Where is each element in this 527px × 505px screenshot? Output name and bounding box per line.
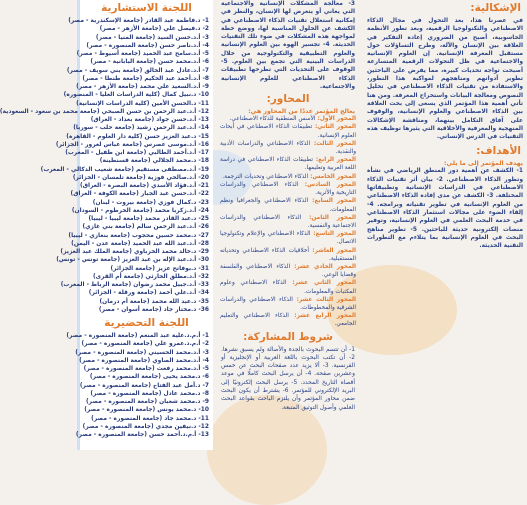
member-item: 13- أ.م.د.أحمد حسن (جامعة المنصورة - مصر) <box>75 432 209 438</box>
axis-text: أخلاقيات الذكاء الاصطناعي وتحدياته المستقبلية. <box>220 247 356 262</box>
axis-text: الذكاء الاصطناعي والدراسات الأدبية والنقدية. <box>220 140 356 156</box>
member-item: 33- أ.د.جبيل محمد رضوان (جامعة الرباط - المغرب) <box>60 282 209 288</box>
member-item: 1- د.فاطمة عبد القادر (جامعة الإسكندرية - مصر) <box>68 18 209 24</box>
member-item: 6- د.محمد يحيى (جامعة المنصورة - مصر) <box>89 374 209 381</box>
member-item: 19- أ.د.مصطفى مستقيم (جامعة شعيب الدكالي - المغرب) <box>40 166 209 173</box>
member-item: 4- أ.د.ناصر حسن (جامعة المنصورة - مصر) <box>86 42 209 49</box>
axis-text: الذكاء الاصطناعي وتحديات الترجمة. <box>222 173 309 180</box>
axis-text: تطبيقات الذكاء الاصطناعي في دراسة اللغة العربية وتعليمها. <box>220 157 356 172</box>
member-item: 8- د.محمد عادل (جامعة المنصورة - مصر) <box>90 390 209 397</box>
axis-item <box>220 263 356 279</box>
member-item: 29- د.خالد محمد الخرباوي (جامعة الملك عبد العزيز) <box>60 249 209 255</box>
member-item: 9- أ.د.السعيد علي محمد (جامعة الأزهر - مصر) <box>76 84 209 90</box>
problem-goals-column <box>363 0 527 450</box>
member-item: 23- د.كمال فوزي (جامعة بيروت - لبنان) <box>92 199 209 206</box>
axis-label: المحور الحادي عشر: <box>290 263 356 270</box>
axis-label: المحور الرابع: <box>313 157 356 164</box>
member-item: 31- د.بوفاتح عزيز (جامعة الجزائر) <box>110 265 209 272</box>
axis-label: المحور الثاني: <box>312 124 356 131</box>
axis-text: الذكاء الاصطناعي والجغرافيا ونظم المعلومات. <box>220 198 356 213</box>
axis-text: الذكاء الاصطناعي والدراسات الاجتماعية والنفسية. <box>220 214 356 229</box>
member-item: 2- أ.م.د.عمرو علي (جامعة المنصورة - مصر) <box>81 341 209 348</box>
axis-text: الذكاء الاصطناعي والإعلام وتكنولوجيا الاتصال. <box>220 231 356 246</box>
member-item: 20- أ.د.صالحي فوزية (جامعة تلمسان - الجزائر) <box>72 174 209 181</box>
member-item: 21- أ.د.فؤاد الأسدي (جامعة البصرة - العراق) <box>80 183 209 189</box>
member-item: 12- د.نيفين مجدي (جامعة المنصورة - مصر) <box>82 423 209 430</box>
axis-item <box>220 247 356 263</box>
advisory-list <box>0 17 213 314</box>
conditions-heading: شروط المشاركة: <box>243 330 333 343</box>
member-item: 4- أ.د.محمد الصاوي (جامعة المنصورة - مصر) <box>79 357 209 364</box>
axis-label: المحور السابع: <box>308 198 356 205</box>
axis-label: المحور الثاني عشر: <box>286 280 356 287</box>
member-item: 3- أ.د.محمد الحسيني (جامعة المنصورة - مصر) <box>75 349 209 356</box>
member-item: 27- د.محمد حسين محجوب (جامعة بنغازي - ليبيا) <box>68 232 209 239</box>
intro-text: 3- معالجة المشكلات الإنسانية والاجتماعية التي يعاني أو يتعرض لها الإنسان، والنظر في إمكانية استغلال تقنيات الذكاء الاصطناعي في الكشف عن الحلول المناسبة لها، ووضع خطة لمواجهة هذه المشكلات في ضوء تلك التقنيات الحديثة. 4- تجسير الهوة بين العلوم الإنسانية والعلوم التطبيقية والتكنولوجية من خلال الدراسات البينية التي تجمع بين العلوم. 5- الوقوف على التحديات التي تطرحها تطبيقات الذكاء الاصطناعي للعلوم الإنسانية والاجتماعية. <box>221 1 355 90</box>
member-item: 11- د.محمد جاد (جامعة المنصورة - مصر) <box>91 415 209 422</box>
member-item: 26- أ.د.عبد الرحمن سالم (جامعة بني غازي) <box>82 224 209 231</box>
member-item: 18- د.محمد الجلالي (جامعة قسنطينة) <box>99 158 209 165</box>
member-item: 17- أ.د.أحمد الطالبي (جامعة ابن طفيل - المغرب) <box>65 150 209 156</box>
member-item: 24- أ.د.زكريا محمد (جامعة الخرطوم - السودان) <box>71 207 209 214</box>
axis-label: المحور العاشر: <box>309 247 356 254</box>
axis-text: الذكاء الاصطناعي والفلسفة وقضايا الوعي. <box>220 263 356 279</box>
axes-heading: المحاور: <box>266 93 310 106</box>
axes-list <box>217 115 359 328</box>
axis-item <box>220 197 356 213</box>
member-item: 30- أ.د.عبد الإله بن عبد العزيز (جامعة تونس - تونس) <box>56 257 209 264</box>
axis-text: الذكاء الاصطناعي والدراسات الشرقية والمخطوطات. <box>220 296 356 311</box>
axis-text: الذكاء الاصطناعي وعلوم المكتبات والمعلومات. <box>220 280 356 295</box>
problem-text: في عصرنا هذا، بعد التحول في مجال الذكاء الاصطناعي والتكنولوجيا الرقمية، وبعد تطور الأنظمة الحاسوبية، أصبح من الضروري إعادة التفكير في العلاقة بين الإنسان والآلة، وطرح التساؤلات حول مستقبل المعرفة الإنسانية. إن العلوم الإنسانية والاجتماعية في ظل التحولات الرقمية المتسارعة أصبحت تواجه تحديات كبيرة، مما يفرض على الباحثين تطوير أدواتهم ومناهجهم لمواكبة هذا التطور، والاستفادة من تقنيات الذكاء الاصطناعي في تحليل النصوص ومعالجة البيانات واستخراج المعرفة. ومن هنا تأتي أهمية هذا المؤتمر الذي يسعى إلى بحث العلاقة بين الذكاء الاصطناعي والعلوم الإنسانية، والوقوف على آفاق التكامل بينهما، ومناقشة الإشكالات المنهجية والمعرفية والأخلاقية التي يثيرها توظيف هذه التقنيات في الدرس الإنساني. <box>367 18 523 141</box>
axis-item <box>220 296 356 312</box>
axis-text: الأسس المنطقية للذكاء الاصطناعي. <box>229 116 316 123</box>
axis-item <box>220 279 356 295</box>
member-item: 1- أ.م.د.علية عبد المنعم (جامعة المنصورة - مصر) <box>66 333 209 339</box>
problem-heading: الإشكالية: <box>470 2 521 14</box>
prep-heading: اللجنة التحضيرية <box>104 317 189 329</box>
member-item: 22- أ.د.حسن عبد الجبار (جامعة الكوفة - العراق) <box>70 191 209 198</box>
member-item: 7- أ.د.عادل عبد الخالق (جامعة بني سويف - مصر) <box>66 67 209 74</box>
axis-label: المحور الأول: <box>315 116 356 123</box>
member-item: 5- أ.د.محمد رفعت (جامعة المنصورة - مصر) <box>83 366 209 372</box>
axis-text: الذكاء الاصطناعي والتعليم الجامعي. <box>220 313 356 328</box>
axis-item <box>220 312 356 328</box>
goals-heading: الأهداف: <box>476 145 521 158</box>
prep-list <box>66 332 213 439</box>
axis-item <box>220 123 356 139</box>
member-item: 35- د.عبد الله محمد (جامعة أم درمان) <box>99 298 209 305</box>
member-item: 28- أ.د.عبد الله عبد الحميد (جامعة عدن - اليمن) <box>71 240 209 247</box>
axis-label: المحور الثالث عشر: <box>292 296 356 303</box>
axis-label: المحور التاسع: <box>310 231 357 238</box>
axis-item <box>220 173 356 181</box>
axis-item <box>220 181 356 197</box>
advisory-heading: اللجنة الاستشارية <box>101 2 192 14</box>
axis-label: المحور الثالث: <box>310 140 357 147</box>
member-item: 8- أ.د.أحمد عبد الحكيم (جامعة طنطا - مصر) <box>82 75 209 82</box>
member-item: 14- أ.د.عبد الرحمن رشيد (جامعة حلب - سوريا) <box>73 125 209 132</box>
member-item: 13- أ.د.حسن جواد (جامعة بغداد - العراق) <box>90 117 209 123</box>
axis-item <box>220 115 356 123</box>
member-item: 34- أ.د.علي أحمد (جامعة ورقلة - الجزائر) <box>88 290 209 297</box>
member-item: 11- د.الحسن الأمين (كلية الدراسات الإنسانية) <box>76 100 209 107</box>
goals-intro: يهدف المؤتمر إلى ما يلي: <box>443 160 523 168</box>
axis-label: المحور الخامس: <box>308 173 356 180</box>
member-item: 15- د.عبد العزيز حسن (كلية دار العلوم - القاهرة) <box>66 133 209 140</box>
axis-label: المحور الرابع عشر: <box>288 313 356 320</box>
goals-text: 1- الكشف عن أهمية دور المنطق الرياضي في نشأة وتطور الذكاء الاصطناعي. 2- بيان أثر تقنيات الذكاء الاصطناعي في الدراسات الإنسانية وتطبيقاتها المختلفة. 3- الكشف عن مدى إفادة الذكاء الاصطناعي من العلوم الإنسانية في تطوير تقنياته وبرامجه. 4- إلقاء الضوء على مجالات استثمار الذكاء الاصطناعي في خدمة البحث العلمي في العلوم الإنسانية، وتوفير منصات إلكترونية حديثة للباحثين. 5- تطوير مناهج البحث في العلوم الإنسانية بما يتلاءم مع التطورات التقنية الحديثة. <box>367 168 524 250</box>
conditions-text: 1- أن تتسم البحوث بالجدة والأصالة ولم يسبق نشرها. 2- أن تكتب البحوث باللغة العربية أو الإنجليزية أو الفرنسية. 3- ألا يزيد عدد صفحات البحث عن خمس وعشرين صفحة. 4- أن يرسل البحث كاملًا في موعد أقصاه التاريخ المحدد. 5- يرسل البحث إلكترونيًا إلى البريد الإلكتروني للمؤتمر. 6- يشترط أن يكون البحث ضمن محاور المؤتمر وأن يلتزم الباحث بقواعد البحث العلمي وأصول التوثيق المتبعة. <box>221 346 356 411</box>
member-item: 10- د.نبيل كمال (كلية الدراسات العليا - المنصورة) <box>63 92 209 99</box>
axis-label: المحور الثامن: <box>301 214 356 221</box>
member-item: 16- أ.د.موسى عصرس (جامعة عباس لغرور - الجزائر) <box>55 141 209 148</box>
member-item: 36- د.مختار جاد (جامعة أسوان - مصر) <box>98 306 209 313</box>
member-item: 10- د.محمد يونس (جامعة المنصورة - مصر) <box>84 407 209 414</box>
axes-intro: يعالج المؤتمر عددًا من المحاور هي: <box>248 108 355 116</box>
member-item: 9- د.محمد شعبان (جامعة المنصورة - مصر) <box>85 399 209 405</box>
member-item: 7- د.أمل عبد الفتاح (جامعة المنصورة - مصر) <box>79 382 209 389</box>
member-item: 3- أ.د.حسن السيد (جامعة المنيا - مصر) <box>95 34 209 41</box>
axis-label: المحور السادس: <box>298 181 356 188</box>
axis-item <box>220 230 356 246</box>
axis-text: الذكاء الاصطناعي والدراسات التاريخية والأثرية. <box>220 181 356 197</box>
axis-item <box>220 140 356 156</box>
member-item: 2- د.فيصل علي (جامعة الأزهر - مصر) <box>99 26 209 33</box>
axis-item <box>220 156 356 172</box>
axis-text: تطبيقات الذكاء الاصطناعي في أبحاث العلوم الإنسانية. <box>220 124 356 139</box>
member-item: 12- أ.د.عبد الرحمن بن حسن الصبحي (جامعة محمد بن سعود - السعودية) <box>0 108 209 115</box>
axes-column <box>217 0 359 450</box>
member-item: 25- د.عبد القادر محمد (جامعة ليبيا - ليبيا) <box>88 216 209 222</box>
member-item: 32- أ.د.مطلق الحارثي (جامعة أم القرى) <box>92 273 209 280</box>
committees-column <box>0 0 213 450</box>
axis-item <box>220 214 356 230</box>
member-item: 6- أ.د.محمد حسن (جامعة البابانية - مصر) <box>90 59 209 66</box>
member-item: 5- أ.د.سامح عبد الحميد (جامعة أسيوط - مصر) <box>76 51 209 57</box>
